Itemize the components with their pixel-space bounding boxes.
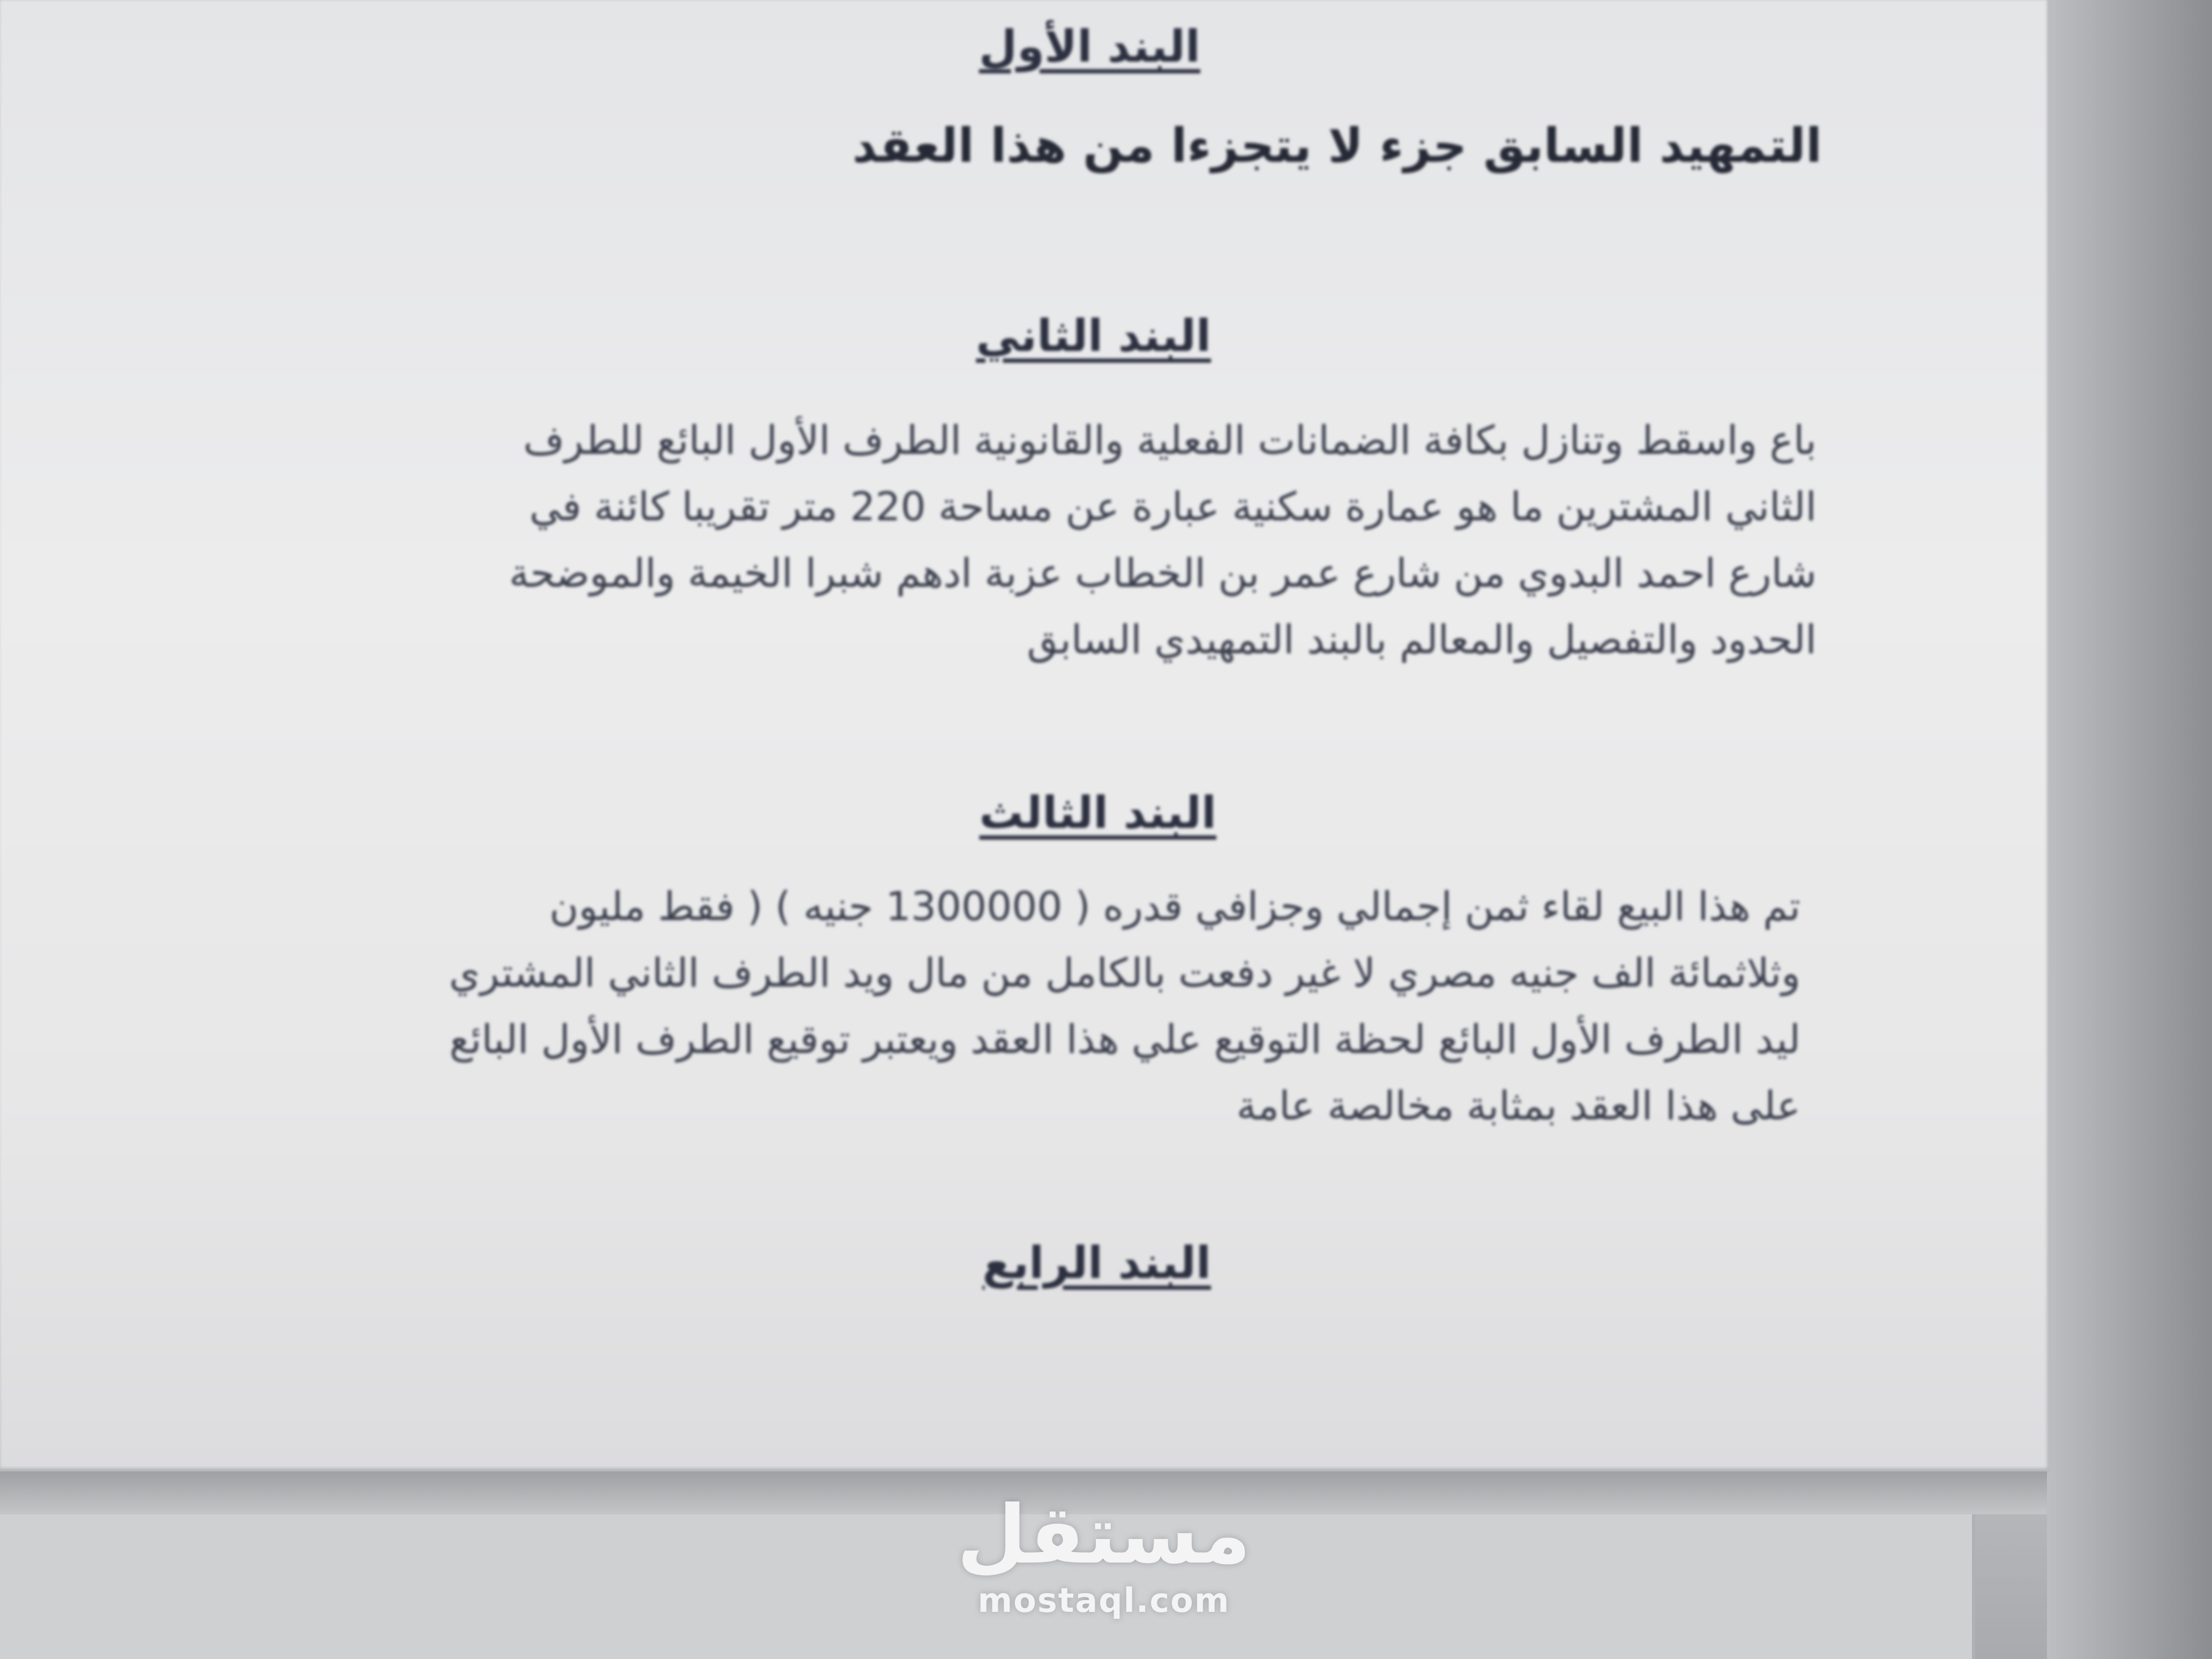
window-right-margin xyxy=(2047,0,2212,1659)
clause-2-line: الحدود والتفصيل والمعالم بالبند التمهيدي السابق xyxy=(1027,617,1817,663)
clause-3-line: على هذا العقد بمثابة مخالصة عامة xyxy=(1236,1083,1800,1129)
clause-3-line: وثلاثمائة الف جنيه مصري لا غير دفعت بالكامل من مال ويد الطرف الثاني المشتري xyxy=(449,950,1800,996)
clause-3-line: تم هذا البيع لقاء ثمن إجمالي وجزافي قدره ( 1300000 جنيه ) ( فقط مليون xyxy=(549,884,1800,930)
clause-2-paragraph xyxy=(220,407,1817,673)
clause-3-line: ليد الطرف الأول البائع لحظة التوقيع علي هذا العقد ويعتبر توقيع الطرف الأول البائع xyxy=(449,1017,1800,1063)
clause-2-line: باع واسقط وتنازل بكافة الضمانات الفعلية والقانونية الطرف الأول البائع للطرف xyxy=(523,417,1817,464)
clause-4-heading: البند الرابع xyxy=(982,1238,1211,1289)
watermark-logo-text: مستقل xyxy=(956,1489,1251,1582)
watermark-domain: mostaql.com xyxy=(977,1581,1230,1620)
mostaql-watermark xyxy=(954,1490,1254,1620)
clause-1-text: التمهيد السابق جزء لا يتجزءا من هذا العقد xyxy=(852,118,1822,173)
clause-3-heading: البند الثالث xyxy=(979,788,1216,839)
clause-3-paragraph xyxy=(220,873,1800,1139)
clause-1-heading: البند الأول xyxy=(978,21,1200,72)
clause-2-line: الثاني المشترين ما هو عمارة سكنية عبارة عن مساحة 220 متر تقريبا كائنة في xyxy=(529,484,1817,530)
clause-2-line: شارع احمد البدوي من شارع عمر بن الخطاب عزبة ادهم شبرا الخيمة والموضحة xyxy=(509,550,1817,596)
clause-2-heading: البند الثاني xyxy=(976,311,1211,362)
